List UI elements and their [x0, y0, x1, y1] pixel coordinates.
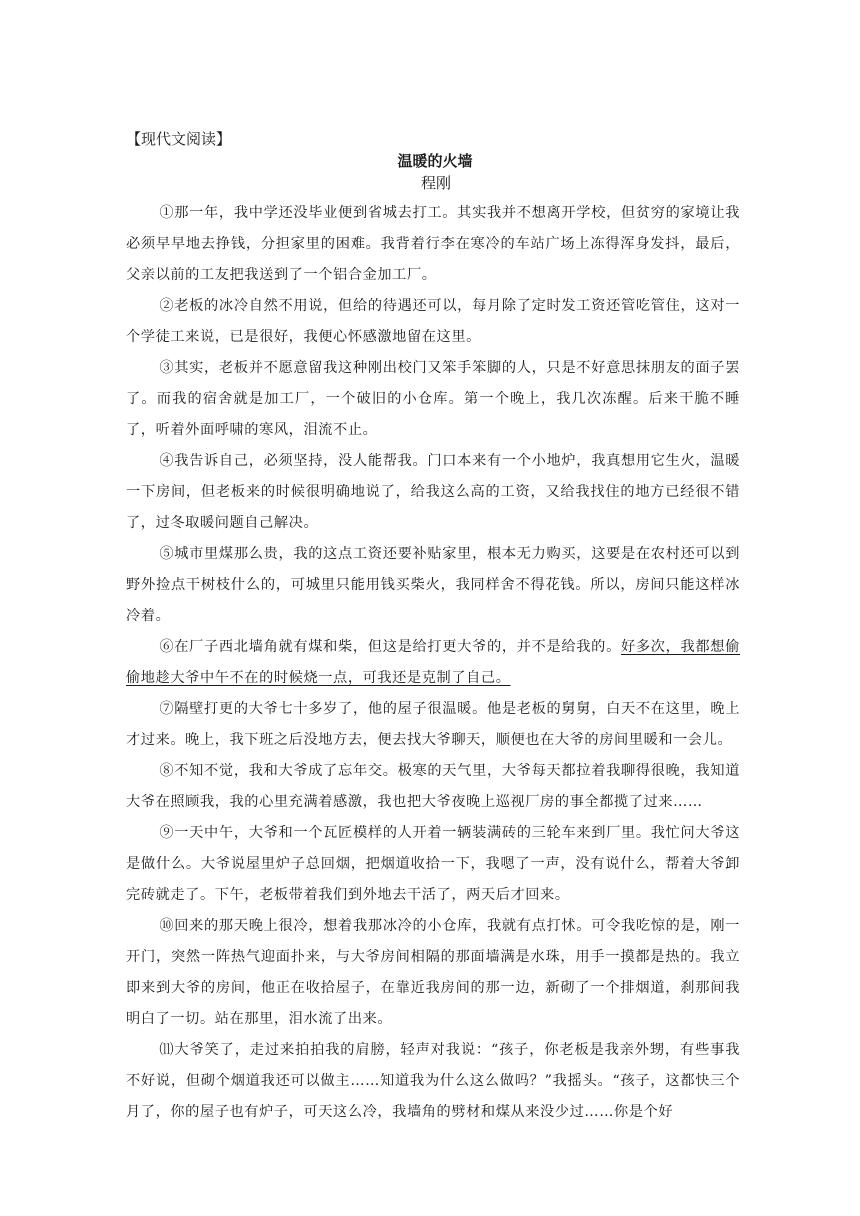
paragraph-7: ⑦隔壁打更的大爷七十多岁了，他的屋子很温暖。他是老板的舅舅，白天不在这里，晚上才过来。晚上，我下班之后没地方去，便去找大爷聊天，顺便也在大爷的房间里暖和一会儿。: [126, 701, 740, 748]
paragraph-2: ②老板的冰冷自然不用说，但给的待遇还可以，每月除了定时发工资还管吃管住，这对一个学徒工来说，已是很好，我便心怀感激地留在这里。: [126, 298, 740, 345]
article-title: 温暖的火墙: [397, 152, 473, 170]
paragraph-8: ⑧不知不觉，我和大爷成了忘年交。极寒的天气里，大爷每天都拉着我聊得很晚，我知道大爷在照顾我，我的心里充满着感激，我也把大爷夜晚上巡视厂房的事全都揽了过来……: [126, 763, 740, 810]
paragraph-1: ①那一年，我中学还没毕业便到省城去打工。其实我并不想离开学校，但贫穷的家境让我必须早早地去挣钱，分担家里的困难。我背着行李在寒冷的车站广场上冻得浑身发抖，最后，父亲以前的工友把我送到了一个铝合金加工厂。: [126, 205, 740, 283]
paragraph-9: ⑨一天中午，大爷和一个瓦匠模样的人开着一辆装满砖的三轮车来到厂里。我忙问大爷这是做什么。大爷说屋里炉子总回烟，把烟道收拾一下，我嗯了一声，没有说什么，帮着大爷卸完砖就走了。下午，老板带着我们到外地去干活了，两天后才回来。: [126, 825, 740, 903]
paragraph-10: ⑩回来的那天晚上很冷，想着我那冰冷的小仓库，我就有点打怵。可令我吃惊的是，刚一开门，突然一阵热气迎面扑来，与大爷房间相隔的那面墙满是水珠，用手一摸都是热的。我立即来到大爷的房间，他正在收拾屋子，在靠近我房间的那一边，新砌了一个排烟道，刹那间我明白了一切。站在那里，泪水流了出来。: [126, 918, 740, 1027]
paragraph-3: ③其实，老板并不愿意留我这种刚出校门又笨手笨脚的人，只是不好意思抹朋友的面子罢了。而我的宿舍就是加工厂，一个破旧的小仓库。第一个晚上，我几次冻醒。后来干脆不睡了，听着外面呼啸的寒风，泪流不止。: [126, 360, 740, 438]
underlined-sentence: 好多次，我都想偷偷地趁大爷中午不在的时候烧一点，可我还是克制了自己。: [126, 639, 740, 686]
paragraph-11: ⑾大爷笑了，走过来拍拍我的肩膀，轻声对我说：“孩子，你老板是我亲外甥，有些事我不好说，但砌个烟道我还可以做主……知道我为什么这么做吗？”我摇头。“孩子，这都快三个月了，你的屋子也有炉子，可天这么冷，我墙角的劈材和煤从来没少过……你是个好: [126, 1042, 740, 1120]
paragraph-5: ⑤城市里煤那么贵，我的这点工资还要补贴家里，根本无力购买，这要是在农村还可以到野外捡点干树枝什么的，可城里只能用钱买柴火，我同样舍不得花钱。所以，房间只能这样冰冷着。: [126, 546, 740, 624]
section-label: 【现代文阅读】: [126, 130, 232, 148]
document-page: [126, 128, 740, 1128]
paragraph-6: ⑥在厂子西北墙角就有煤和柴，但这是给打更大爷的，并不是给我的。好多次，我都想偷偷地趁大爷中午不在的时候烧一点，可我还是克制了自己。: [126, 639, 740, 686]
paragraph-4: ④我告诉自己，必须坚持，没人能帮我。门口本来有一个小地炉，我真想用它生火，温暖一下房间，但老板来的时候很明确地说了，给我这么高的工资，又给我找住的地方已经很不错了，过冬取暖问题自己解决。: [126, 453, 740, 531]
article-author: 程刚: [420, 174, 451, 192]
